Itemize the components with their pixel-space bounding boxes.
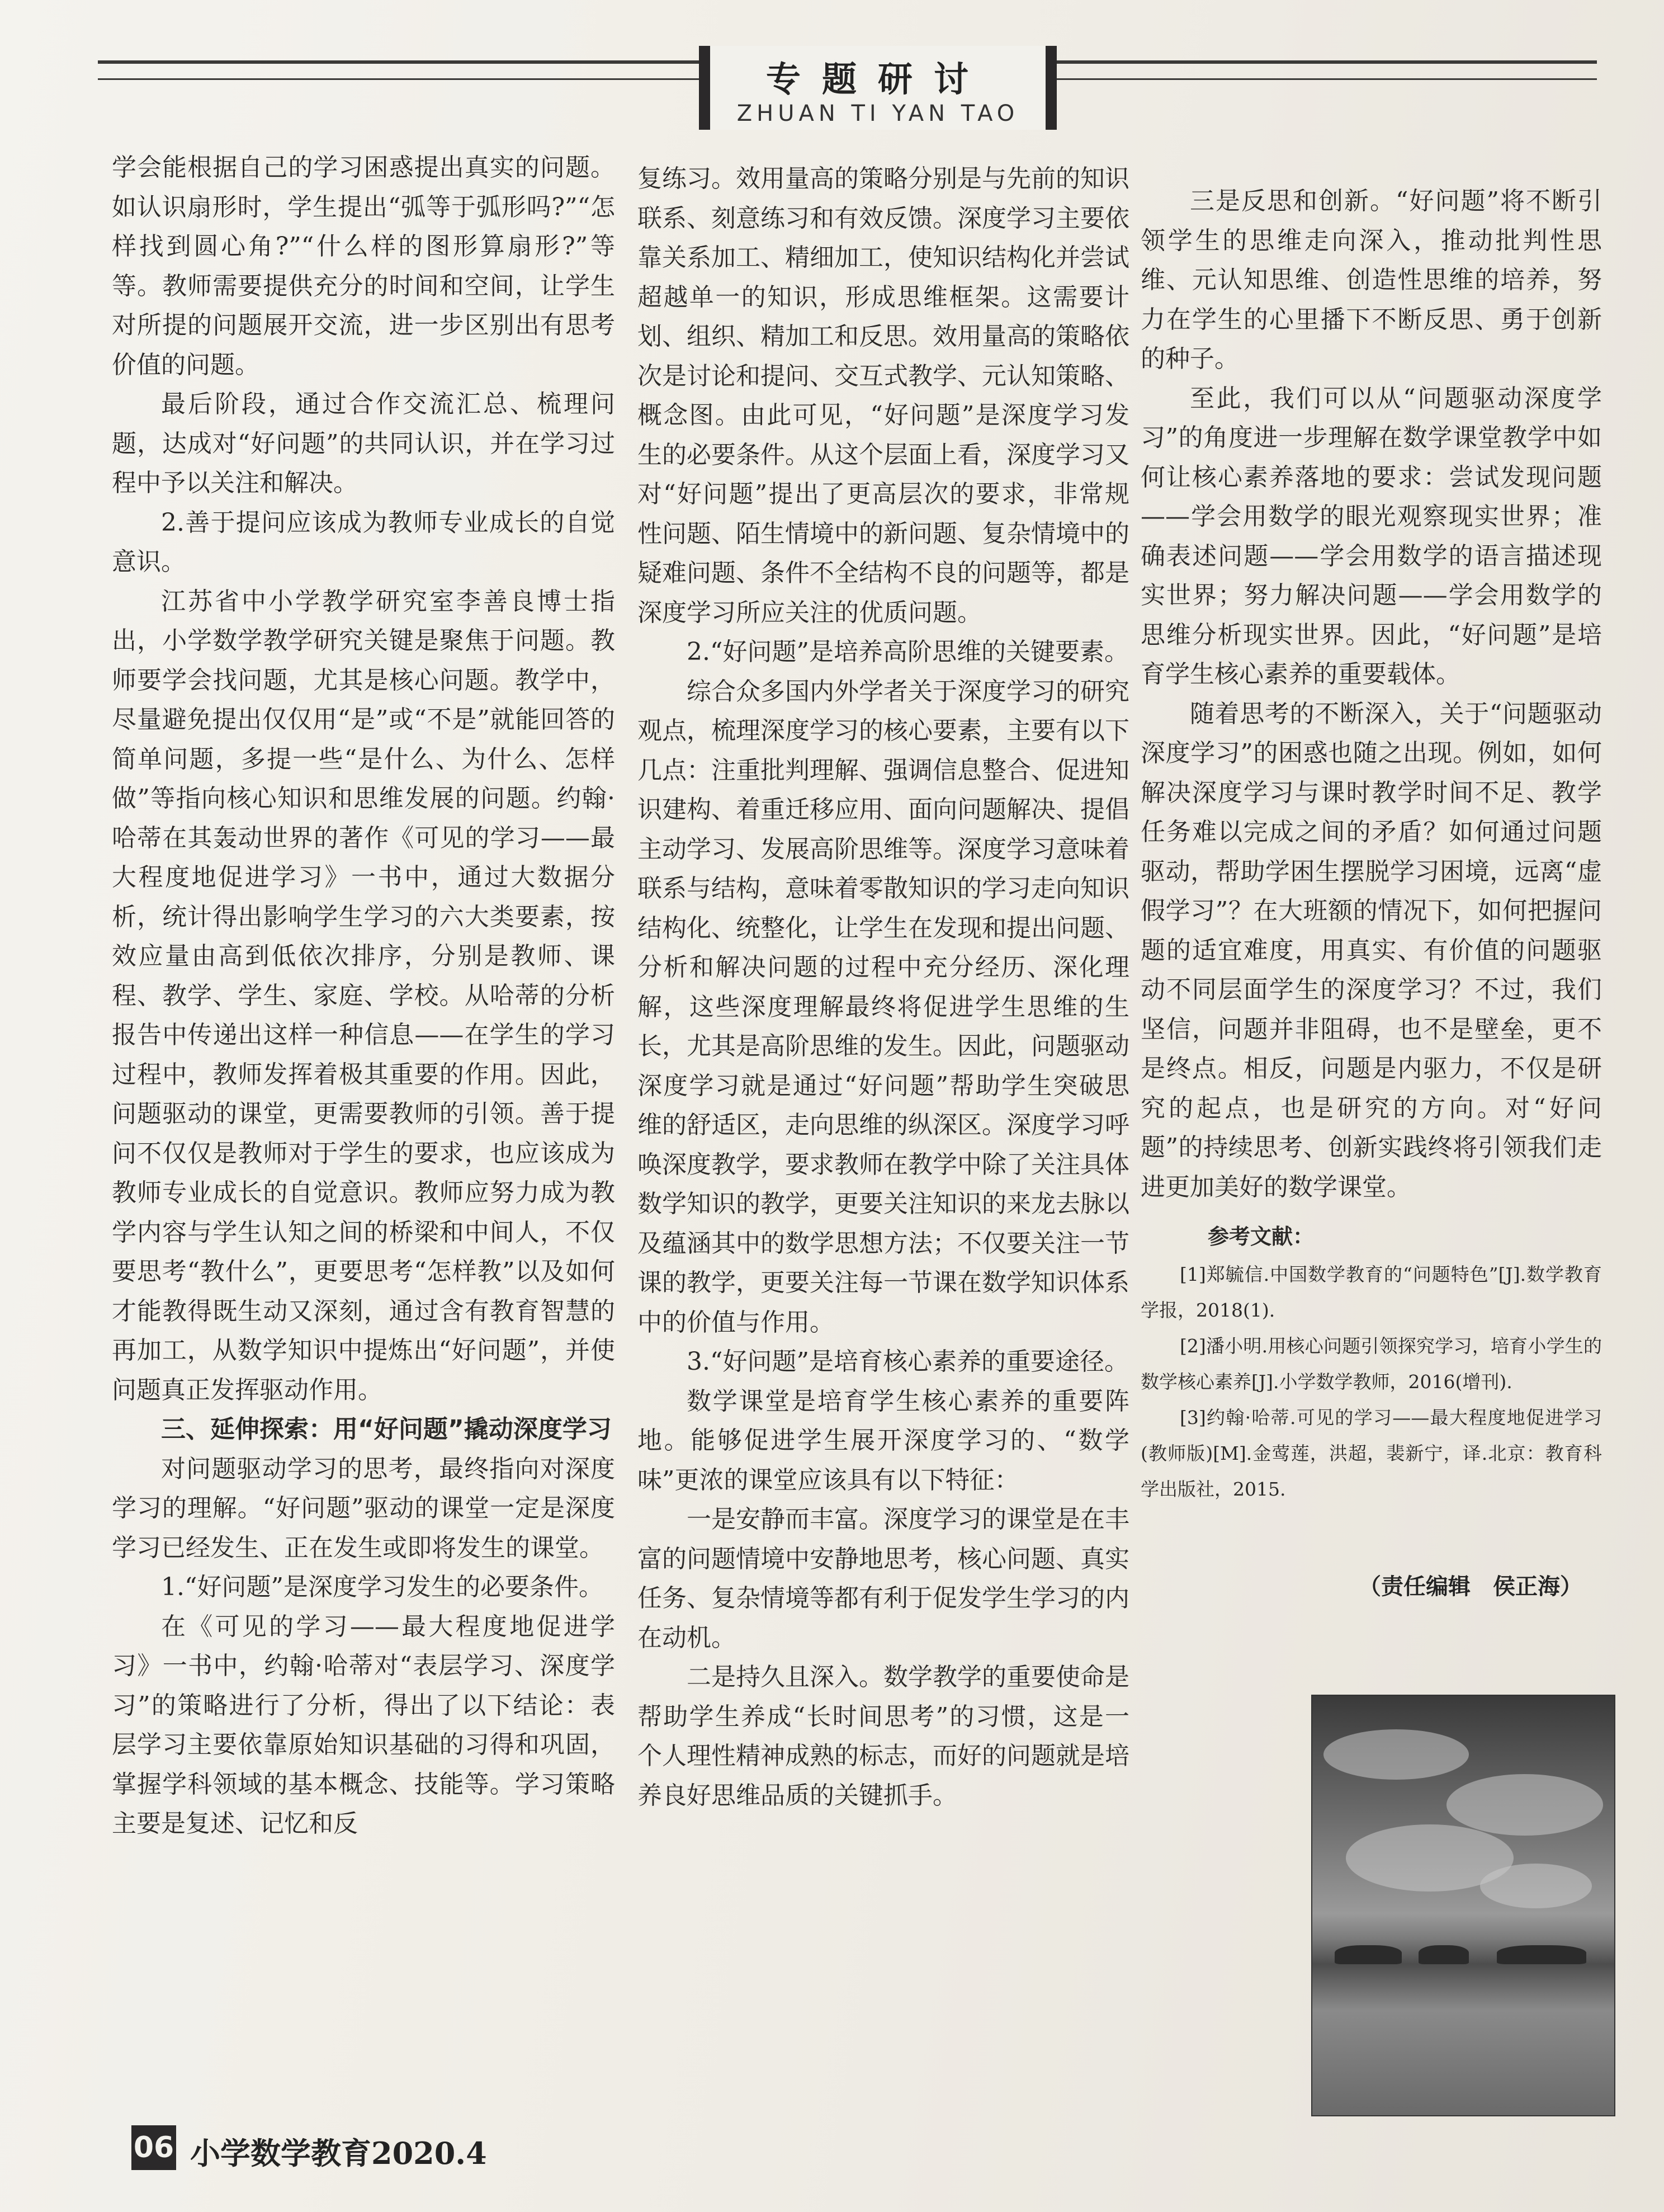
section-subtitle: ZHUAN TI YAN TAO (736, 101, 1019, 126)
paragraph: 综合众多国内外学者关于深度学习的研究观点，梳理深度学习的核心要素，主要有以下几点：注重批判理解、强调信息整合、促进知识建构、着重迁移应用、面向问题解决、提倡主动学习、发展高阶思维等。深度学习意味着联系与结构，意味着零散知识的学习走向知识结构化、统整化，让学生在发现和提出问题、分析和解决问题的过程中充分经历、深化理解，这些深度理解最终将促进学生思维的生长，尤其是高阶思维的发生。因此，问题驱动深度学习就是通过“好问题”帮助学生突破思维的舒适区，走向思维的纵深区。深度学习呼唤深度教学，要求教师在教学中除了关注具体数学知识的教学，更要关注知识的来龙去脉以及蕴涵其中的数学思想方法；不仅要关注一节课的教学，更要关注每一节课在数学知识体系中的价值与作用。 (637, 677, 1129, 1337)
reference-item: [3]约翰·哈蒂.可见的学习——最大程度地促进学习(教师版)[M].金莺莲，洪超，裴新宁，译.北京：教育科学出版社，2015. (1141, 1406, 1602, 1500)
references-heading: 参考文献： (1208, 1224, 1315, 1249)
paragraph: 一是安静而丰富。深度学习的课堂是在丰富的问题情境中安静地思考，核心问题、真实任务、复杂情境等都有利于促发学生学习的内在动机。 (637, 1505, 1129, 1652)
paragraph: 随着思考的不断深入，关于“问题驱动深度学习”的困惑也随之出现。例如，如何解决深度学习与课时教学时间不足、教学任务难以完成之间的矛盾？如何通过问题驱动，帮助学困生摆脱学习困境，远离“虚假学习”？在大班额的情况下，如何把握问题的适宜难度，用真实、有价值的问题驱动不同层面学生的深度学习？不过，我们坚信，问题并非阻碍，也不是壁垒，更不是终点。相反，问题是内驱力，不仅是研究的起点，也是研究的方向。对“好问题”的持续思考、创新实践终将引领我们走进更加美好的数学课堂。 (1141, 699, 1602, 1201)
column-1 (112, 148, 615, 1844)
cloud-shape (1323, 1729, 1469, 1780)
column-2 (637, 159, 1129, 1815)
paragraph: 至此，我们可以从“问题驱动深度学习”的角度进一步理解在数学课堂教学中如何让核心素养落地的要求：尝试发现问题——学会用数学的眼光观察现实世界；准确表述问题——学会用数学的语言描述现实世界；努力解决问题——学会用数学的思维分析现实世界。因此，“好问题”是培育学生核心素养的重要载体。 (1141, 384, 1602, 688)
paragraph: 数学课堂是培育学生核心素养的重要阵地。能够促进学生展开深度学习的、“数学味”更浓的课堂应该具有以下特征： (637, 1386, 1129, 1494)
page-number: 06 (131, 2125, 176, 2170)
subheading: 1.“好问题”是深度学习发生的必要条件。 (161, 1573, 603, 1601)
paragraph: 复练习。效用量高的策略分别是与先前的知识联系、刻意练习和有效反馈。深度学习主要依靠关系加工、精细加工，使知识结构化并尝试超越单一的知识，形成思维框架。这需要计划、组织、精加工和反思。效用量高的策略依次是讨论和提问、交互式教学、元认知策略、概念图。由此可见，“好问题”是深度学习发生的必要条件。从这个层面上看，深度学习又对“好问题”提出了更高层次的要求，非常规性问题、陌生情境中的新问题、复杂情境中的疑难问题、条件不全结构不良的问题等，都是深度学习所应关注的优质问题。 (637, 164, 1129, 627)
cloud-shape (1446, 1774, 1603, 1836)
paragraph: 最后阶段，通过合作交流汇总、梳理问题，达成对“好问题”的共同认识，并在学习过程中予以关注和解决。 (112, 390, 615, 497)
paragraph: 三是反思和创新。“好问题”将不断引领学生的思维走向深入，推动批判性思维、元认知思维、创造性思维的培养，努力在学生的心里播下不断反思、勇于创新的种子。 (1141, 187, 1602, 373)
section-header (699, 46, 1057, 130)
tree-line (1335, 1945, 1402, 1964)
section-heading: 三、延伸探索：用“好问题”撬动深度学习 (161, 1415, 612, 1444)
tree-line (1497, 1945, 1586, 1964)
subheading: 2.“好问题”是培养高阶思维的关键要素。 (687, 638, 1129, 666)
tree-line (1419, 1945, 1469, 1964)
paragraph: 二是持久且深入。数学教学的重要使命是帮助学生养成“长时间思考”的习惯，这是一个人理性精神成熟的标志，而好的问题就是培养良好思维品质的关键抓手。 (637, 1663, 1129, 1810)
column-3 (1141, 182, 1602, 1507)
reference-item: [2]潘小明.用核心问题引领探究学习，培育小学生的数学核心素养[J].小学数学教师，2016(增刊). (1141, 1334, 1602, 1393)
paragraph: 学会能根据自己的学习困惑提出真实的问题。如认识扇形时，学生提出“弧等于弧形吗?”“怎样找到圆心角?”“什么样的图形算扇形?”等等。教师需要提供充分的时间和空间，让学生对所提的问题展开交流，进一步区别出有思考价值的问题。 (112, 153, 615, 379)
landscape-photo (1311, 1695, 1615, 2116)
journal-footer: 小学数学教育2020.4 (190, 2135, 487, 2171)
reference-item: [1]郑毓信.中国数学教育的“问题特色”[J].数学教育学报，2018(1). (1141, 1263, 1602, 1321)
paragraph: 江苏省中小学教学研究室李善良博士指出，小学数学教学研究关键是聚焦于问题。教师要学会找问题，尤其是核心问题。教学中，尽量避免提出仅仅用“是”或“不是”就能回答的简单问题，多提一些“是什么、为什么、怎样做”等指向核心知识和思维发展的问题。约翰·哈蒂在其轰动世界的著作《可见的学习——最大程度地促进学习》一书中，通过大数据分析，统计得出影响学生学习的六大类要素，按效应量由高到低依次排序，分别是教师、课程、教学、学生、家庭、学校。从哈蒂的分析报告中传递出这样一种信息——在学生的学习过程中，教师发挥着极其重要的作用。因此，问题驱动的课堂，更需要教师的引领。善于提问不仅仅是教师对于学生的要求，也应该成为教师专业成长的自觉意识。教师应努力成为教学内容与学生认知之间的桥梁和中间人，不仅要思考“教什么”，更要思考“怎样教”以及如何才能教得既生动又深刻，通过含有教育智慧的再加工，从数学知识中提炼出“好问题”，并使问题真正发挥驱动作用。 (112, 587, 615, 1404)
cloud-shape (1480, 1864, 1592, 1908)
section-title: 专题研讨 (765, 59, 990, 100)
paragraph: 对问题驱动学习的思考，最终指向对深度学习的理解。“好问题”驱动的课堂一定是深度学习已经发生、正在发生或即将发生的课堂。 (112, 1454, 615, 1562)
responsible-editor: （责任编辑 侯正海） (1359, 1574, 1582, 1600)
paragraph: 在《可见的学习——最大程度地促进学习》一书中，约翰·哈蒂对“表层学习、深度学习”的策略进行了分析，得出了以下结论：表层学习主要依靠原始知识基础的习得和巩固，掌握学科领域的基本概念、技能等。学习策略主要是复述、记忆和反 (112, 1612, 615, 1838)
subheading: 3.“好问题”是培育核心素养的重要途径。 (687, 1347, 1129, 1376)
subheading: 2.善于提问应该成为教师专业成长的自觉意识。 (112, 508, 615, 576)
